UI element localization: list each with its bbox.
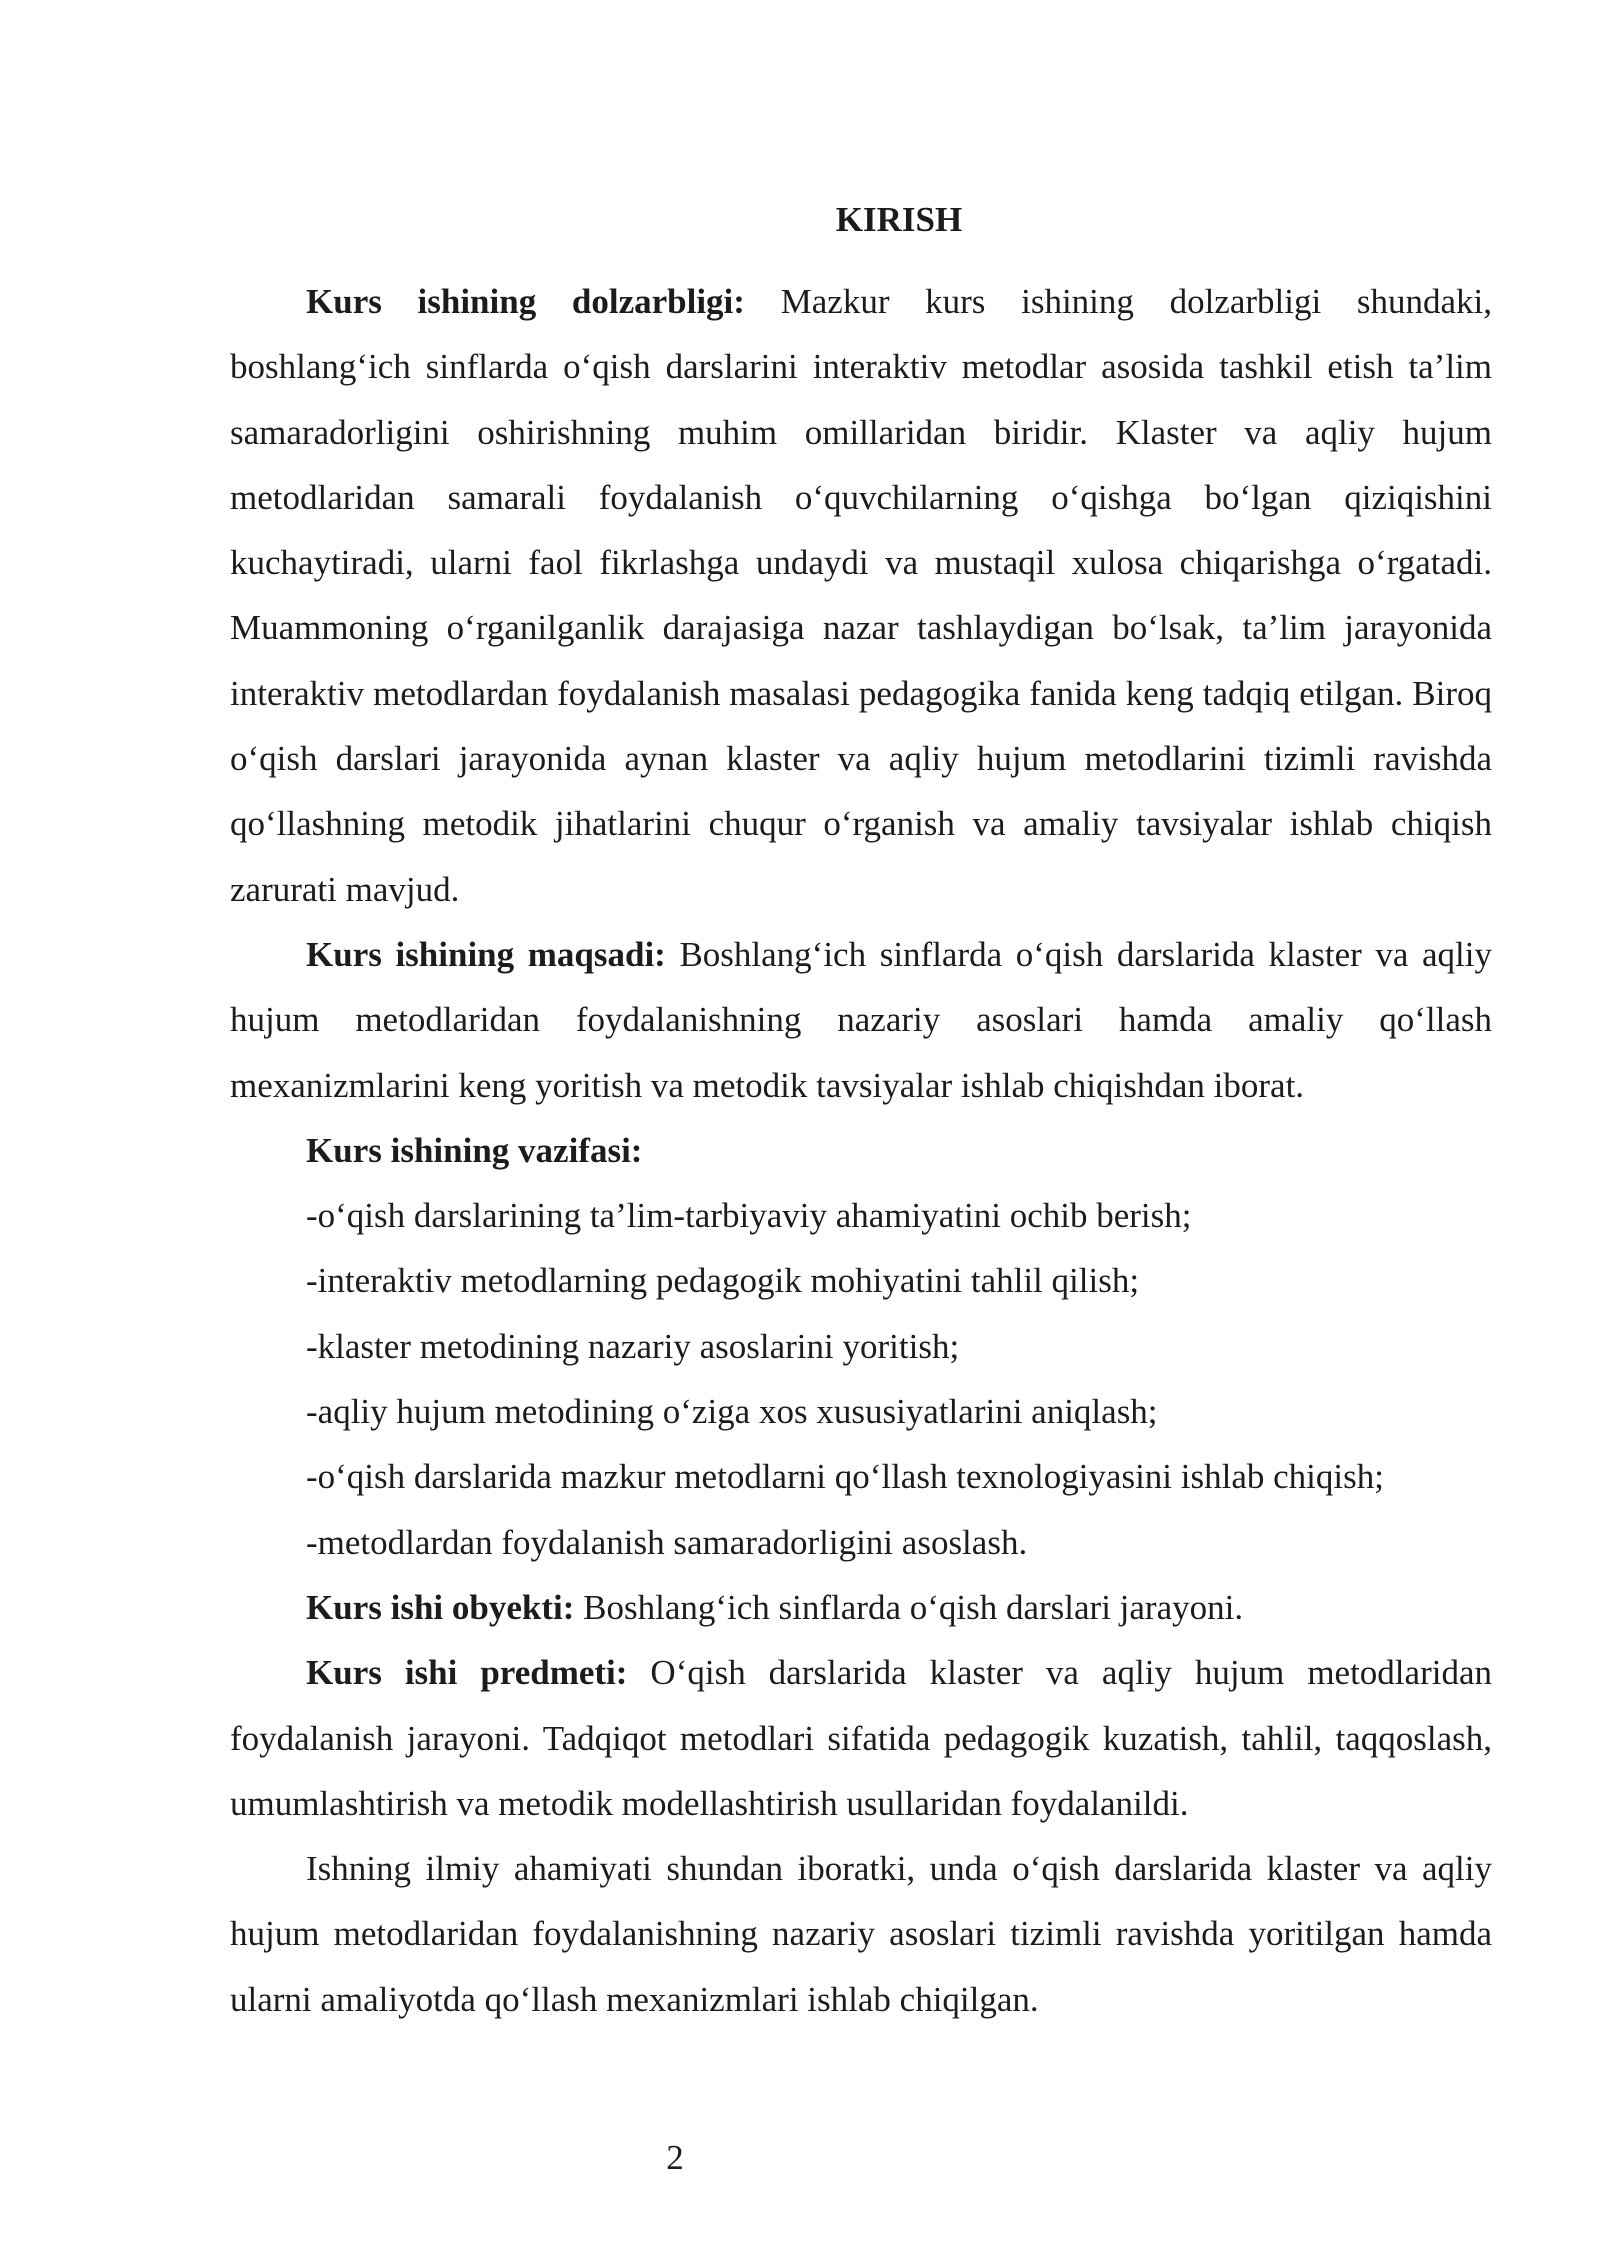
goal-paragraph — [230, 922, 1492, 1118]
goal-text: Boshlang‘ich sinflarda o‘qish darslarida klaster va aqliy hujum metodlaridan foydalanishning nazariy asoslari hamda amaliy qo‘llash mexanizmlarini keng yoritish va metodik tavsiyalar ishlab chiqishdan iborat. — [230, 934, 1492, 1105]
goal-label: Kurs ishining maqsadi: — [306, 934, 666, 974]
page-number: 2 — [666, 2138, 684, 2177]
relevance-label: Kurs ishining dolzarbligi: — [306, 282, 745, 321]
subject-paragraph — [230, 1640, 1492, 1836]
object-paragraph — [230, 1575, 1492, 1640]
task-item: -metodlardan foydalanish samaradorligini asoslash. — [306, 1522, 1028, 1562]
page-title: KIRISH — [835, 200, 963, 239]
task-item: -klaster metodining nazariy asoslarini yoritish; — [306, 1326, 960, 1366]
task-item: -interaktiv metodlarning pedagogik mohiyatini tahlil qilish; — [306, 1261, 1140, 1301]
task-item: -aqliy hujum metodining o‘ziga xos xususiyatlarini aniqlash; — [306, 1392, 1158, 1432]
tasks-label: Kurs ishining vazifasi: — [306, 1130, 643, 1170]
significance-paragraph: Ishning ilmiy ahamiyati shundan iboratki, unda o‘qish darslarida klaster va aqliy hujum metodlaridan foydalanishning nazariy asoslari tizimli ravishda yoritilgan hamda ularni amaliyotda qo‘llash mexanizmlari ishlab chiqilgan. — [230, 1849, 1492, 2019]
relevance-text: Mazkur kurs ishining dolzarbligi shundaki, boshlang‘ich sinflarda o‘qish darslarini interaktiv metodlar asosida tashkil etish ta’lim samaradorligini oshirishning muhim omillaridan biridir. Klaster va aqliy hujum metodlaridan samarali foydalanish o‘quvchilarning o‘qishga bo‘lgan qiziqishini kuchaytiradi, ularni faol fikrlashga undaydi va mustaqil xulosa chiqarishga o‘rgatadi. Muammoning o‘rganilganlik darajasiga nazar tashlaydigan bo‘lsak, ta’lim jarayonida interaktiv metodlardan foydalanish masalasi pedagogika fanida keng tadqiq etilgan. Biroq o‘qish darslari jarayonida aynan klaster va aqliy hujum metodlarini tizimli ravishda qo‘llashning metodik jihatlarini chuqur o‘rganish va amaliy tavsiyalar ishlab chiqish zarurati mavjud. — [230, 282, 1492, 909]
object-text: Boshlang‘ich sinflarda o‘qish darslari jarayoni. — [574, 1587, 1244, 1627]
tasks-heading — [230, 1118, 1492, 1183]
tasks-section — [230, 1118, 1492, 1575]
task-item: -o‘qish darslarida mazkur metodlarni qo‘llash texnologiyasini ishlab chiqish; — [306, 1457, 1384, 1497]
subject-text: O‘qish darslarida klaster va aqliy hujum metodlaridan foydalanish jarayoni. Tadqiqot metodlari sifatida pedagogik kuzatish, tahlil, taqqoslash, umumlashtirish va metodik modellashtirish usullaridan foydalanildi. — [230, 1653, 1492, 1823]
subject-label: Kurs ishi predmeti: — [306, 1653, 628, 1693]
document-page — [230, 190, 1492, 2032]
task-item: -o‘qish darslarining ta’lim-tarbiyaviy ahamiyatini ochib berish; — [306, 1196, 1192, 1236]
object-label: Kurs ishi obyekti: — [306, 1587, 575, 1627]
relevance-paragraph — [230, 269, 1492, 922]
